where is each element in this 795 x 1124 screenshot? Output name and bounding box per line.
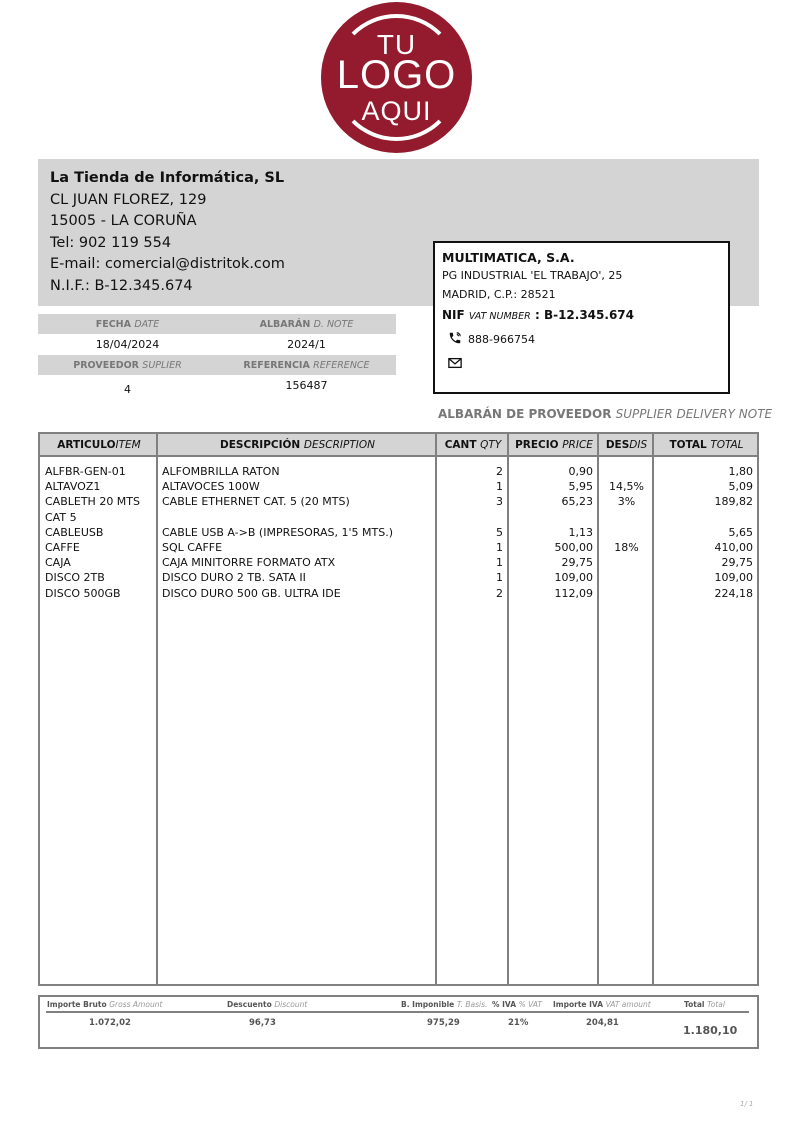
supplier-value: 4 xyxy=(124,383,131,396)
supplier-city: MADRID, C.P.: 28521 xyxy=(442,288,556,301)
reference-value: 156487 xyxy=(285,379,328,392)
discount-label: Descuento Discount xyxy=(227,1000,308,1009)
discount-value: 96,73 xyxy=(249,1018,276,1028)
company-city: 15005 - LA CORUÑA xyxy=(50,213,197,229)
supplier-nif xyxy=(442,308,728,322)
document-title: ALBARÁN DE PROVEEDOR SUPPLIER DELIVERY NOTE xyxy=(438,407,773,421)
vat-amount-label: Importe IVA VAT amount xyxy=(553,1000,651,1009)
supplier-box xyxy=(433,241,730,394)
table-row: CAFFE SQL CAFFE 1 500,00 18% 410,00 xyxy=(45,540,753,554)
vat-amount-value: 204,81 xyxy=(586,1018,619,1028)
tax-base-value: 975,29 xyxy=(427,1018,460,1028)
totals-divider xyxy=(46,1011,749,1013)
supplier-email-row xyxy=(442,357,728,372)
meta-header-row-2 xyxy=(38,355,396,375)
reference-label: REFERENCIA REFERENCE xyxy=(243,359,370,371)
header-item: ARTICULOITEM xyxy=(57,439,141,451)
note-label: ALBARÁN D. NOTE xyxy=(259,318,354,330)
company-logo xyxy=(321,2,472,153)
company-email: E-mail: comercial@distritok.com xyxy=(50,256,285,272)
vat-percent-label: % IVA % VAT xyxy=(492,1000,542,1009)
company-info xyxy=(50,168,285,297)
logo-text-1: TU xyxy=(376,29,417,60)
header-discount: DESDIS xyxy=(605,439,648,451)
date-label: FECHA DATE xyxy=(95,318,160,330)
note-value: 2024/1 xyxy=(287,338,326,351)
meta-value-row-1 xyxy=(38,334,396,355)
grand-total-value: 1.180,10 xyxy=(683,1024,738,1037)
items-table xyxy=(38,432,759,986)
header-price: PRECIO PRICE xyxy=(515,439,593,451)
page-number: 1/ 1 xyxy=(740,1100,754,1108)
table-row: CAT 5 xyxy=(45,510,77,524)
meta-value-row-2 xyxy=(38,377,396,398)
total-label: Total Total xyxy=(684,1000,725,1009)
supplier-nif-value: : B-12.345.674 xyxy=(534,308,634,322)
table-row: CABLEUSB CABLE USB A->B (IMPRESORAS, 1'5 MTS.) 5 1,13 5,65 xyxy=(45,525,753,539)
company-address: CL JUAN FLOREZ, 129 xyxy=(50,191,207,208)
table-body xyxy=(40,464,757,601)
company-phone: Tel: 902 119 554 xyxy=(50,234,172,251)
vat-percent-value: 21% xyxy=(508,1018,529,1028)
supplier-nif-label-en: VAT NUMBER xyxy=(468,311,531,322)
supplier-phone-row xyxy=(442,331,728,348)
date-value: 18/04/2024 xyxy=(95,338,160,351)
header-total: TOTAL TOTAL xyxy=(669,439,744,451)
table-row: CAJA CAJA MINITORRE FORMATO ATX 1 29,75 29,75 xyxy=(45,556,753,570)
supplier-name: MULTIMATICA, S.A. xyxy=(442,250,575,265)
company-nif: N.I.F.: B-12.345.674 xyxy=(50,277,193,294)
table-row: CABLETH 20 MTS CABLE ETHERNET CAT. 5 (20 MTS) 3 65,23 3% 189,82 xyxy=(45,495,753,509)
totals-box xyxy=(38,995,759,1049)
phone-icon xyxy=(442,331,468,348)
header-description: DESCRIPCIÓN DESCRIPTION xyxy=(220,439,375,451)
tax-base-label: B. Imponible T. Basis. xyxy=(401,1000,488,1009)
supplier-address: PG INDUSTRIAL 'EL TRABAJO', 25 xyxy=(442,269,623,282)
logo-text-3: AQUI xyxy=(361,96,432,126)
mail-icon xyxy=(442,357,468,372)
company-name: La Tienda de Informática, SL xyxy=(50,170,285,186)
table-row: ALTAVOZ1 ALTAVOCES 100W 1 5,95 14,5% 5,09 xyxy=(45,480,753,494)
table-row: DISCO 500GB DISCO DURO 500 GB. ULTRA IDE 2 112,09 224,18 xyxy=(45,586,753,600)
table-row: ALFBR-GEN-01 ALFOMBRILLA RATON 2 0,90 1,80 xyxy=(45,465,753,478)
supplier-nif-label: NIF xyxy=(442,308,465,322)
gross-value: 1.072,02 xyxy=(89,1018,131,1028)
supplier-phone: 888-966754 xyxy=(468,333,535,346)
gross-label: Importe Bruto Gross Amount xyxy=(47,1000,163,1009)
table-row: DISCO 2TB DISCO DURO 2 TB. SATA II 1 109,00 109,00 xyxy=(45,571,753,585)
logo-text-2: LOGO xyxy=(336,53,457,97)
meta-header-row-1 xyxy=(38,314,396,334)
header-qty: CANT QTY xyxy=(444,439,502,451)
supplier-label: PROVEEDOR SUPLIER xyxy=(73,359,182,371)
